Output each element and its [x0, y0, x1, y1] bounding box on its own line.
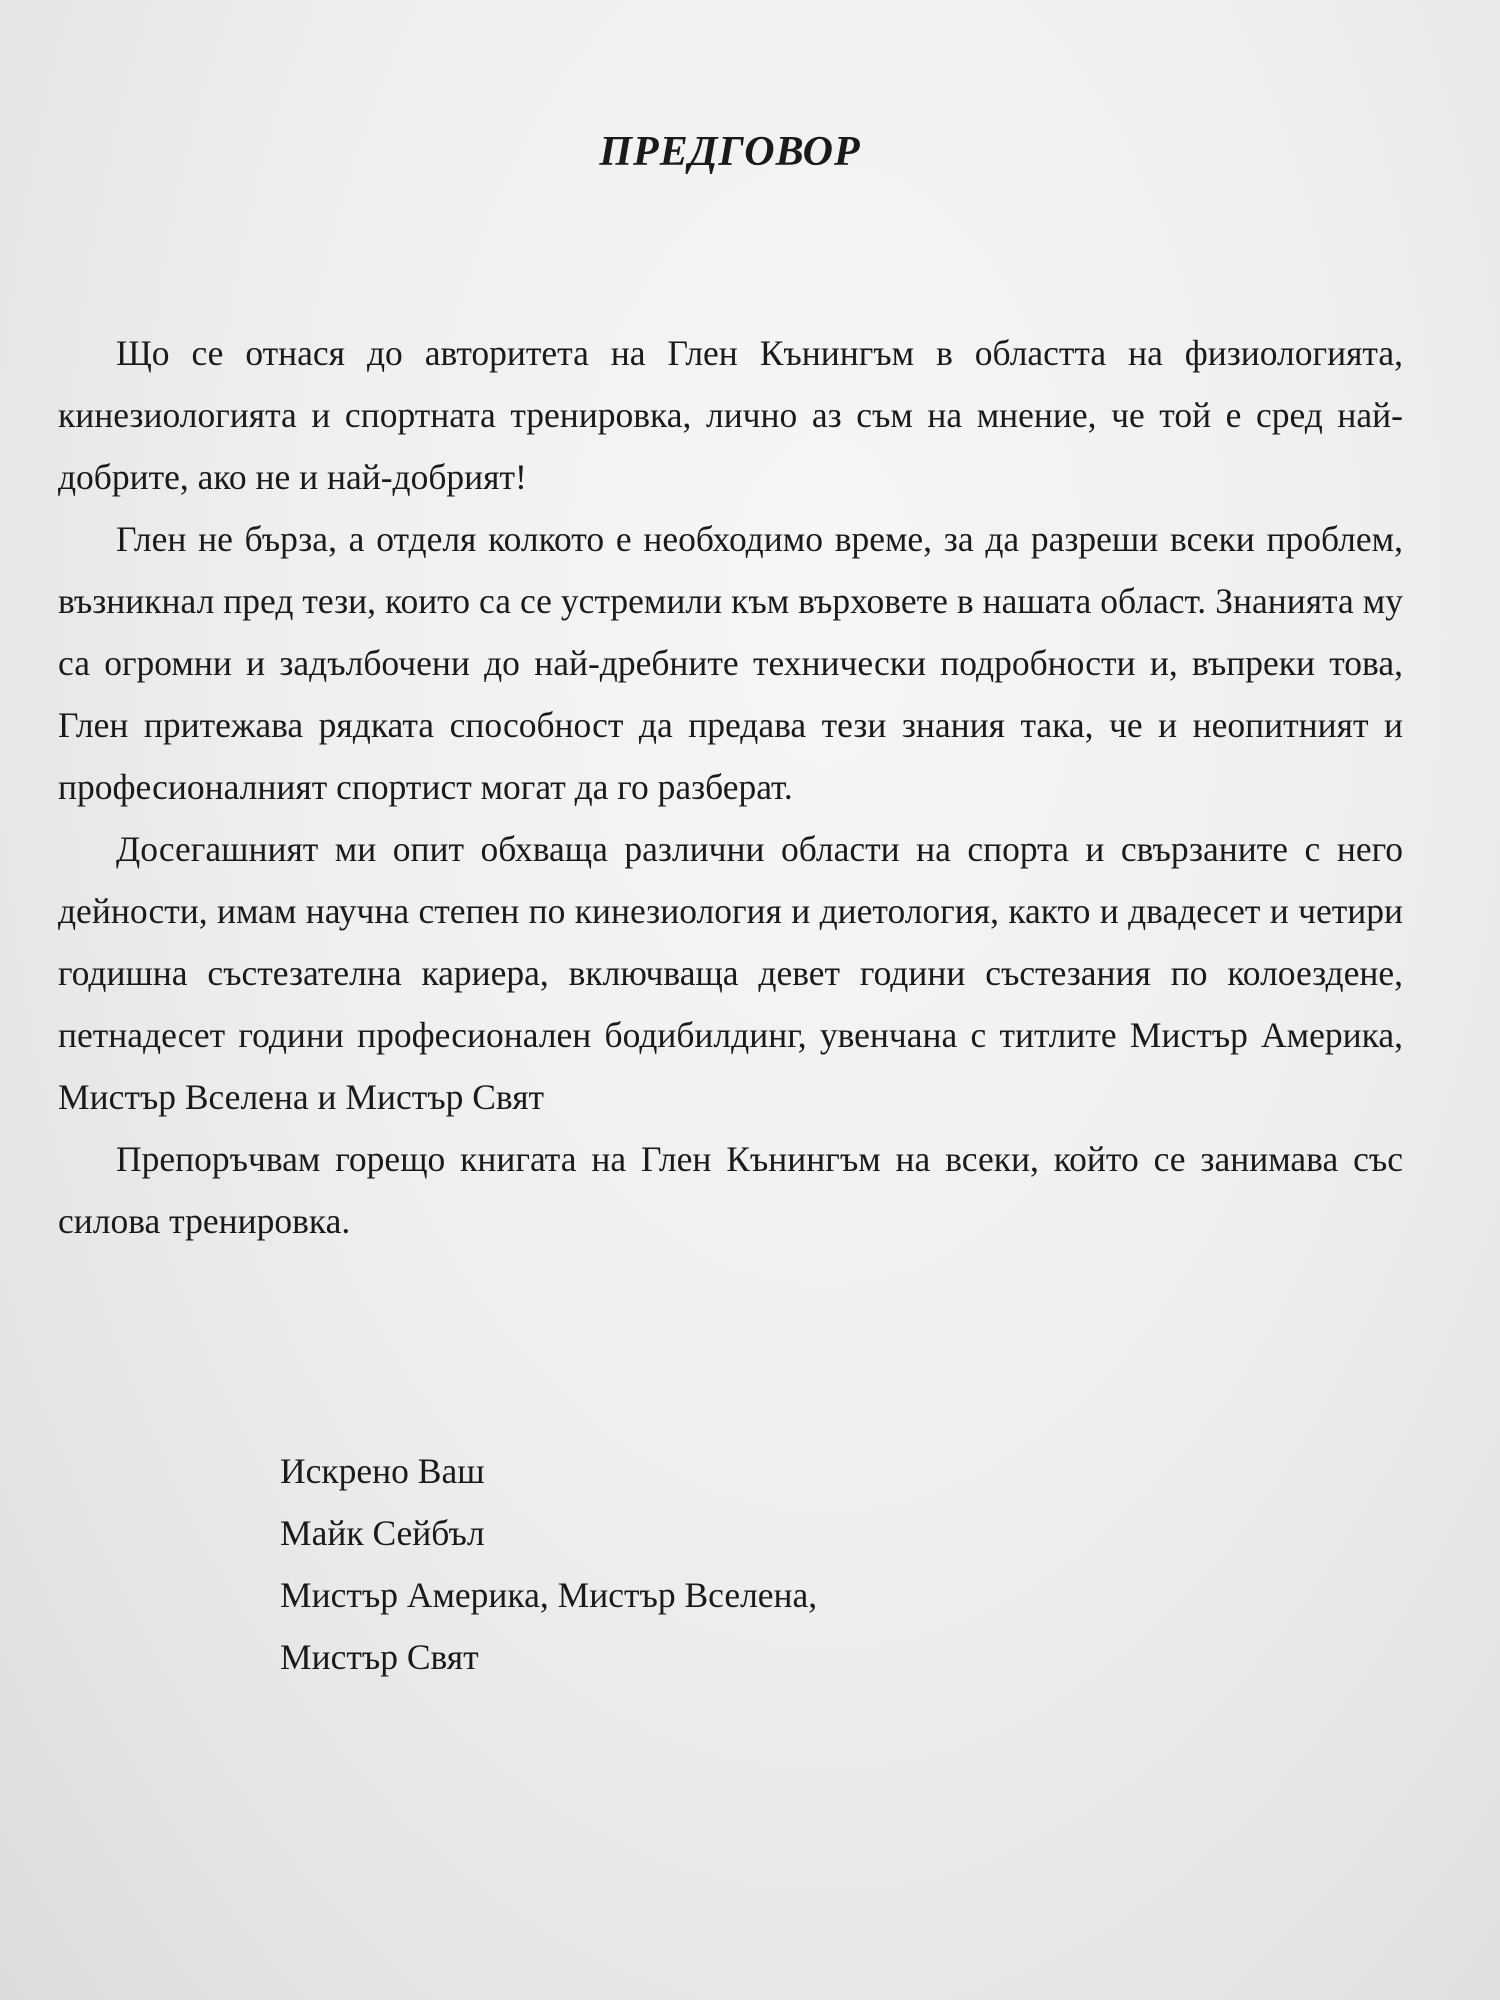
signature-titles-line-2: Мистър Свят [280, 1637, 479, 1677]
paragraph-3: Досегашният ми опит обхваща различни области на спорта и свързаните с него дейности, имам научна степен по кинезиология и диетология, както и двадесет и четири годишна състезателна кариера, включваща девет години състезания по колоездене, петнадесет години професионален бодибилдинг, увенчана с титлите Мистър Америка, Мистър Вселена и Мистър Свят [58, 829, 1403, 1117]
signature-closing: Искрено Ваш [280, 1451, 485, 1491]
signature-name: Майк Сейбъл [280, 1513, 485, 1553]
preface-body [58, 322, 1403, 1252]
signature-block [280, 1440, 1080, 1688]
signature-titles-line-1: Мистър Америка, Мистър Вселена, [280, 1575, 818, 1615]
paragraph-2: Глен не бърза, а отделя колкото е необходимо време, за да разреши всеки проблем, възникнал пред тези, които са се устремили към върховете в нашата област. Знанията му са огромни и задълбочени до най-дребните технически подробности и, въпреки това, Глен притежава рядката способност да предава тези знания така, че и неопитният и професионалният спортист могат да го разберат. [58, 519, 1403, 807]
paragraph-4: Препоръчвам горещо книгата на Глен Кънингъм на всеки, който се занимава със силова тренировка. [58, 1139, 1403, 1241]
paragraph-1: Що се отнася до авторитета на Глен Кънингъм в областта на физиологията, кинезиологията и спортната тренировка, лично аз съм на мнение, че той е сред най-добрите, ако не и най-добрият! [58, 333, 1403, 497]
page-title: ПРЕДГОВОР [599, 129, 861, 175]
